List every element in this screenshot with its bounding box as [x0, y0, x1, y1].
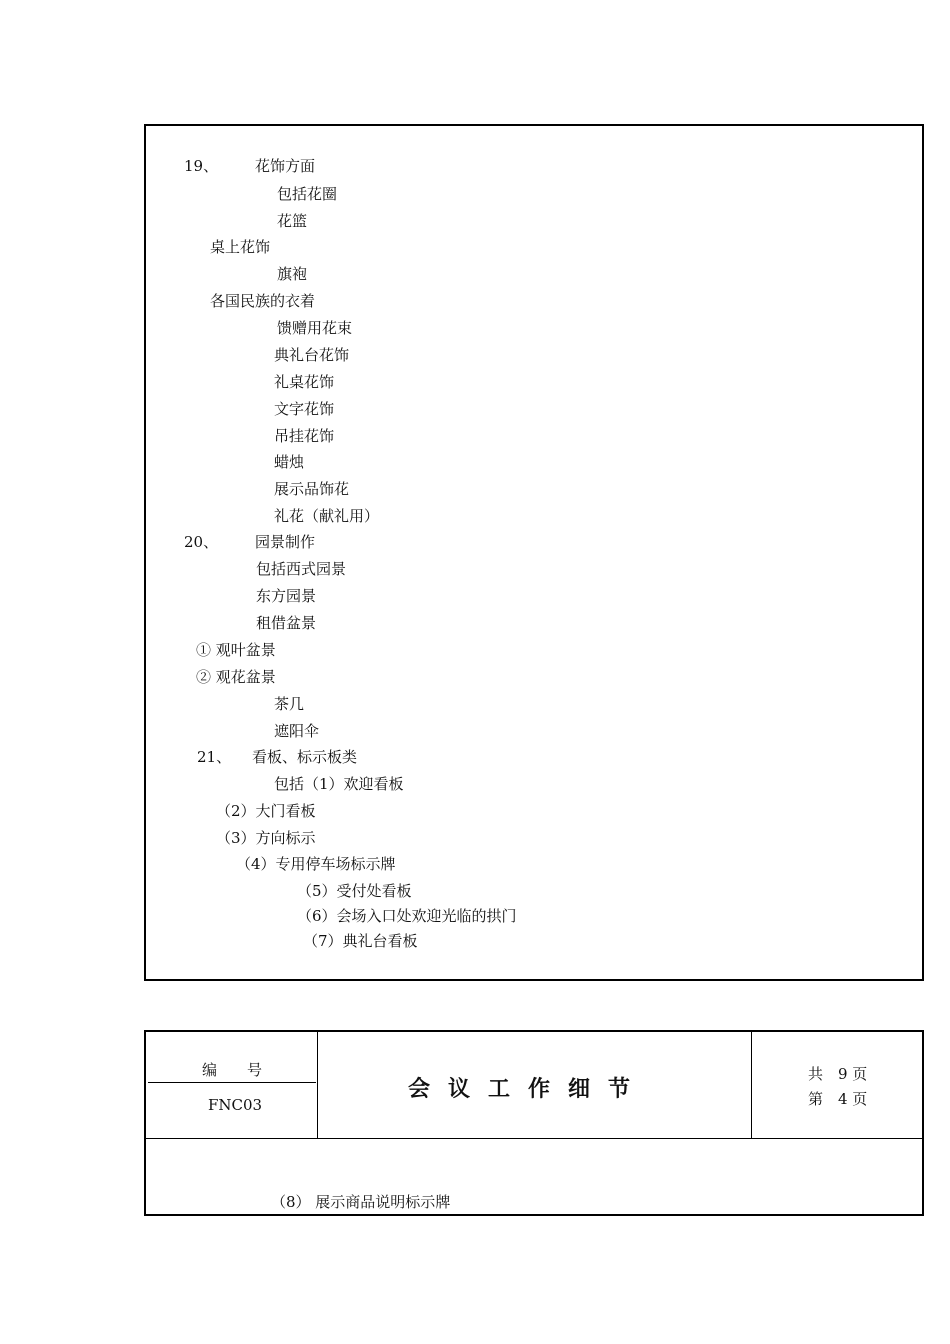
list-item: ① 观叶盆景 [196, 641, 276, 659]
list-item: 租借盆景 [256, 614, 317, 632]
list-item: 展示品饰花 [274, 480, 350, 498]
list-item: 各国民族的衣着 [210, 292, 316, 310]
list-item: 典礼台花饰 [274, 346, 350, 364]
list-item: 蜡烛 [274, 453, 305, 471]
list-item: 吊挂花饰 [274, 427, 335, 445]
list-item: 桌上花饰 [210, 238, 271, 256]
code-value: FNC03 [208, 1096, 263, 1114]
divider [751, 1032, 752, 1138]
list-item: （2）大门看板 [216, 802, 316, 820]
item-21-heading: 21、 看板、标示板类 [197, 748, 358, 766]
list-item: （5）受付处看板 [297, 882, 412, 900]
divider [317, 1032, 318, 1138]
list-item: （4）专用停车场标示牌 [236, 855, 396, 873]
divider [146, 1138, 922, 1139]
list-item: 文字花饰 [274, 400, 335, 418]
item-20-heading: 20、 园景制作 [184, 533, 316, 551]
header-table [144, 1030, 924, 1216]
list-item: （8） 展示商品说明标示牌 [271, 1193, 451, 1211]
list-item: ② 观花盆景 [196, 668, 276, 686]
divider [148, 1082, 316, 1083]
list-item: （7）典礼台看板 [303, 932, 418, 950]
list-item: 东方园景 [256, 587, 317, 605]
code-label: 编 号 [202, 1061, 263, 1079]
list-item: 旗袍 [277, 265, 308, 283]
list-item: 包括（1）欢迎看板 [274, 775, 404, 793]
current-page: 第 4 页 [808, 1090, 868, 1108]
item-19-heading: 19、 花饰方面 [184, 157, 316, 175]
list-item: 礼花（献礼用） [274, 507, 380, 525]
content-box [144, 124, 924, 981]
list-item: 礼桌花饰 [274, 373, 335, 391]
list-item: （6）会场入口处欢迎光临的拱门 [297, 907, 517, 925]
list-item: 包括花圈 [277, 185, 338, 203]
list-item: 遮阳伞 [274, 722, 320, 740]
total-pages: 共 9 页 [808, 1065, 868, 1083]
list-item: 包括西式园景 [256, 560, 347, 578]
list-item: （3）方向标示 [216, 829, 316, 847]
page-title: 会议工作细节 [408, 1077, 649, 1102]
list-item: 茶几 [274, 695, 305, 713]
list-item: 馈赠用花束 [277, 319, 353, 337]
list-item: 花篮 [277, 212, 308, 230]
